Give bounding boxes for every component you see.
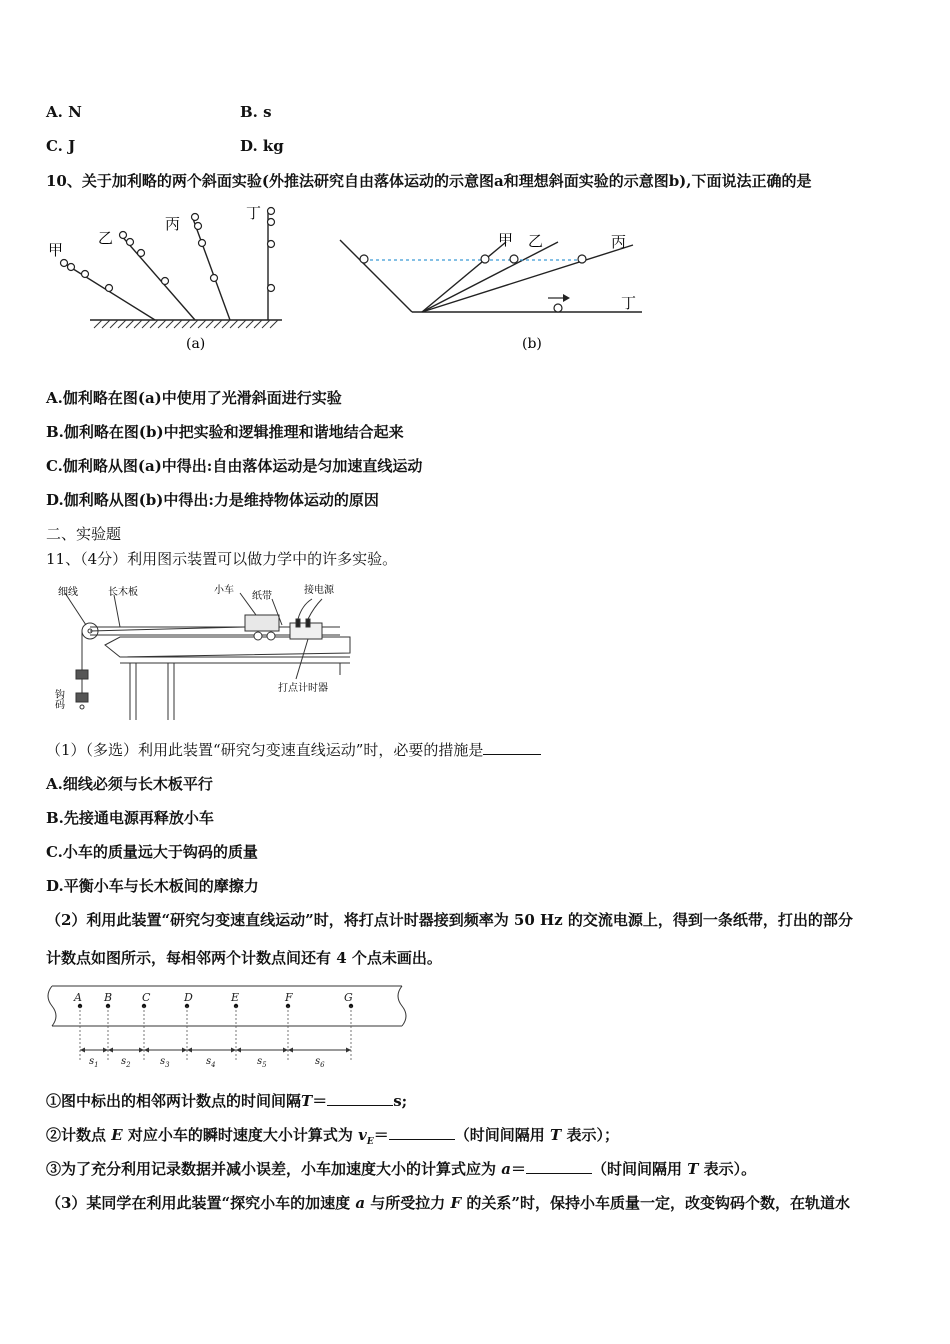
segment-label-2: s — [121, 1056, 127, 1067]
q11-part1 — [46, 740, 541, 760]
sub2-mid: 对应小车的瞬时速度大小计算式为 — [127, 1126, 353, 1144]
apparatus-label-board: 长木板 — [108, 587, 138, 598]
fig-a-caption: (a) — [186, 336, 206, 352]
sub1-var: T — [301, 1092, 313, 1110]
q11-part1-text: （1）（多选）利用此装置“研究匀变速直线运动”时，必要的措施是 — [46, 741, 484, 759]
fig-b-caption: (b) — [522, 336, 542, 352]
answer-blank[interactable] — [526, 1159, 592, 1174]
tape-label-b: B — [104, 991, 113, 1004]
sub2-vsub: E — [366, 1137, 374, 1147]
fig-b-label-yi: 乙 — [528, 232, 544, 250]
q11-part3 — [46, 1193, 850, 1213]
fig-a-label-ding: 丁 — [246, 204, 262, 222]
apparatus-label-tape: 纸带 — [252, 591, 272, 602]
sub2-post: （时间间隔用 — [454, 1126, 545, 1144]
tape-label-c: C — [142, 991, 151, 1004]
sub2-T: T — [550, 1126, 562, 1144]
answer-blank[interactable] — [483, 740, 541, 755]
q10-option-d: D.伽利略从图(b)中得出:力是维持物体运动的原因 — [46, 491, 379, 509]
q11-sub1 — [46, 1091, 407, 1111]
sub1-text: ①图中标出的相邻两计数点的时间间隔 — [46, 1092, 302, 1110]
part3-mid: 与所受拉力 — [370, 1194, 446, 1212]
apparatus-label-power: 接电源 — [304, 585, 334, 596]
fig-b-label-ding: 丁 — [621, 294, 637, 312]
apparatus-label-thread: 细线 — [58, 587, 78, 598]
sub3-end: 表示）。 — [703, 1160, 757, 1178]
sub2-v: v — [358, 1126, 367, 1144]
q11-stem: 11、（4分）利用图示装置可以做力学中的许多实验。 — [46, 550, 398, 568]
q11-part2-line1: （2）利用此装置“研究匀变速直线运动”时，将打点计时器接到频率为 50 Hz 的交流电源上，得到一条纸带，打出的部分 — [46, 911, 853, 929]
q11-part1-option-c: C.小车的质量远大于钩码的质量 — [46, 843, 258, 861]
segment-label-3: s — [160, 1056, 166, 1067]
segment-label-6: s — [315, 1056, 321, 1067]
sub2-var: E — [111, 1126, 123, 1144]
tape-label-g: G — [344, 991, 353, 1004]
sub2-eq: ＝ — [373, 1126, 389, 1144]
tape-label-d: D — [184, 991, 193, 1004]
q11-part2-line2: 计数点如图所示，每相邻两个计数点间还有 4 个点未画出。 — [46, 949, 442, 967]
fig-a-label-jia: 甲 — [48, 241, 64, 259]
segment-label-4: s — [206, 1056, 212, 1067]
q10-stem: 10、关于加利略的两个斜面实验(外推法研究自由落体运动的示意图a和理想斜面实验的示意图b),下面说法正确的是 — [46, 172, 812, 190]
tape-label-a: A — [74, 991, 82, 1004]
tape-label-f: F — [285, 991, 293, 1004]
part3-F: F — [450, 1194, 462, 1212]
q11-part1-option-b: B.先接通电源再释放小车 — [46, 809, 214, 827]
sub1-eq: ＝ — [312, 1092, 328, 1110]
tape-label-e: E — [231, 991, 240, 1004]
q11-part1-option-d: D.平衡小车与长木板间的摩擦力 — [46, 877, 259, 895]
sub3-text: ③为了充分利用记录数据并减小误差，小车加速度大小的计算式应为 — [46, 1160, 497, 1178]
q9-option-a: A. N — [46, 103, 82, 121]
svg-text:s5 — [257, 1056, 267, 1069]
segment-sub-4: 4 — [211, 1061, 216, 1069]
segment-sub-3: 3 — [165, 1061, 170, 1069]
fig-a-label-yi: 乙 — [98, 229, 114, 247]
segment-sub-6: 6 — [320, 1061, 325, 1069]
part3-post: 的关系”时，保持小车质量一定，改变钩码个数，在轨道水 — [466, 1194, 851, 1212]
svg-text:s6 — [315, 1056, 325, 1069]
section-heading: 二、实验题 — [46, 525, 122, 543]
paper-tape-figure — [44, 982, 414, 1074]
segment-label-5: s — [257, 1056, 263, 1067]
svg-text:s1 — [89, 1056, 99, 1069]
svg-text:s2 — [121, 1056, 131, 1069]
sub3-post: （时间间隔用 — [592, 1160, 683, 1178]
figure-a-inclines — [40, 200, 290, 360]
answer-blank[interactable] — [389, 1125, 455, 1140]
apparatus-label-cart: 小车 — [214, 585, 234, 596]
fig-a-label-bing: 丙 — [165, 215, 181, 233]
q10-option-b: B.伽利略在图(b)中把实验和逻辑推理和谐地结合起来 — [46, 423, 404, 441]
sub1-post: s; — [393, 1092, 408, 1110]
sub3-var: a — [501, 1160, 511, 1178]
apparatus-figure — [50, 575, 360, 725]
svg-text:s4 — [206, 1056, 216, 1069]
svg-text:s3 — [160, 1056, 170, 1069]
fig-b-label-bing: 丙 — [611, 233, 627, 251]
q11-sub3 — [46, 1159, 756, 1179]
q9-option-c: C. J — [46, 137, 76, 155]
q9-option-d: D. kg — [240, 137, 284, 155]
part3-text: （3）某同学在利用此装置“探究小车的加速度 — [46, 1194, 351, 1212]
segment-sub-1: 1 — [94, 1061, 99, 1069]
q10-option-c: C.伽利略从图(a)中得出:自由落体运动是匀加速直线运动 — [46, 457, 423, 475]
fig-b-label-jia: 甲 — [498, 231, 514, 249]
q11-sub2 — [46, 1125, 619, 1152]
q10-option-a: A.伽利略在图(a)中使用了光滑斜面进行实验 — [46, 389, 342, 407]
segment-sub-5: 5 — [262, 1061, 267, 1069]
answer-blank[interactable] — [327, 1091, 393, 1106]
sub3-eq: ＝ — [510, 1160, 526, 1178]
sub2-text: ②计数点 — [46, 1126, 107, 1144]
segment-label-1: s — [89, 1056, 95, 1067]
part3-a: a — [355, 1194, 366, 1212]
segment-sub-2: 2 — [126, 1061, 131, 1069]
q11-part1-option-a: A.细线必须与长木板平行 — [46, 775, 213, 793]
sub2-end: 表示）； — [566, 1126, 619, 1144]
apparatus-label-weight: 钩码 — [52, 689, 64, 709]
sub3-T: T — [687, 1160, 699, 1178]
apparatus-label-timer: 打点计时器 — [278, 683, 328, 694]
figure-b-ideal-incline — [330, 200, 650, 360]
q9-option-b: B. s — [240, 103, 272, 121]
